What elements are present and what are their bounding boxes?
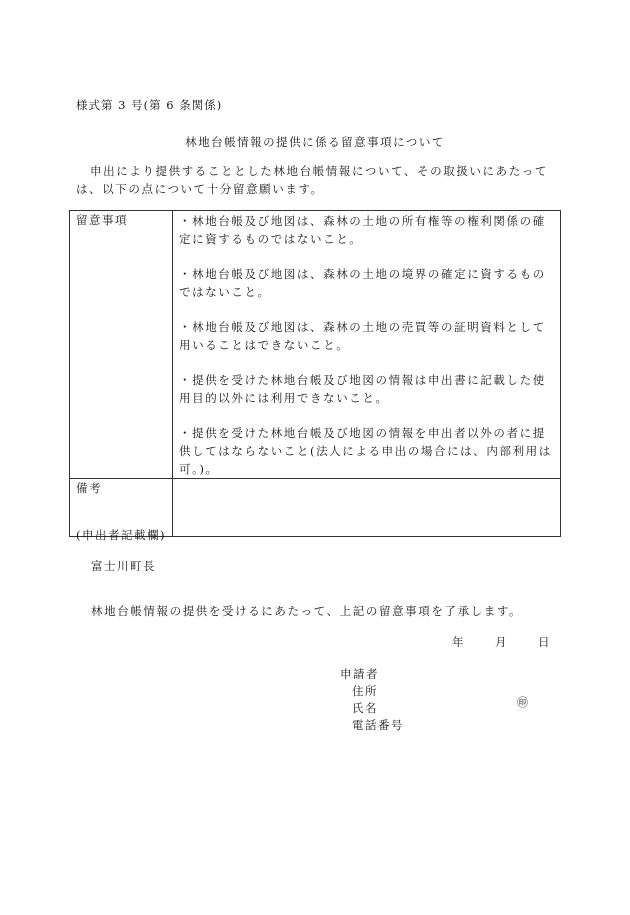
notice-table (69, 210, 561, 537)
address-label: 住所 (352, 684, 378, 698)
remarks-field[interactable] (173, 479, 561, 537)
date-day-label: 日 (538, 635, 550, 649)
acknowledgement-text: 林地台帳情報の提供を受けるにあたって、上記の留意事項を了承します。 (91, 604, 523, 618)
note-item: ・林地台帳及び地図は、森林の土地の所有権等の権利関係の確定に資するものではないこと。 (179, 214, 546, 246)
notes-items (173, 211, 561, 479)
applicant-label: 申請者 (340, 667, 379, 681)
note-item: ・提供を受けた林地台帳及び地図の情報は申出書に記載した使用目的以外には利用できないこと。 (179, 373, 546, 405)
intro-text: 申出により提供することとした林地台帳情報について、その取扱いにあたっては、以下の点について十分留意願います。 (76, 164, 549, 196)
form-number: 様式第 3 号(第 6 条関係) (76, 98, 223, 112)
applicant-block (340, 666, 540, 734)
date-month-label: 月 (495, 635, 507, 649)
note-item: ・提供を受けた林地台帳及び地図の情報を申出者以外の者に提供してはならないこと(法人による申出の場合には、内部利用は可。)。 (179, 426, 552, 476)
remarks-header: 備考 (70, 479, 173, 537)
notes-row (70, 211, 561, 479)
applicant-section-label: (申出者記載欄) (76, 528, 166, 542)
date-year-label: 年 (452, 635, 464, 649)
phone-label: 電話番号 (352, 718, 404, 732)
note-item: ・林地台帳及び地図は、森林の土地の売買等の証明資料として用いることはできないこと。 (179, 320, 546, 352)
seal-mark-icon: ㊞ (517, 696, 528, 709)
name-label: 氏名 (352, 701, 378, 715)
intro-paragraph (76, 162, 564, 198)
notes-header: 留意事項 (70, 211, 173, 479)
document-title: 林地台帳情報の提供に係る留意事項について (185, 135, 445, 149)
note-item: ・林地台帳及び地図は、森林の土地の境界の確定に資するものではないこと。 (179, 267, 546, 299)
addressee: 富士川町長 (91, 559, 156, 573)
